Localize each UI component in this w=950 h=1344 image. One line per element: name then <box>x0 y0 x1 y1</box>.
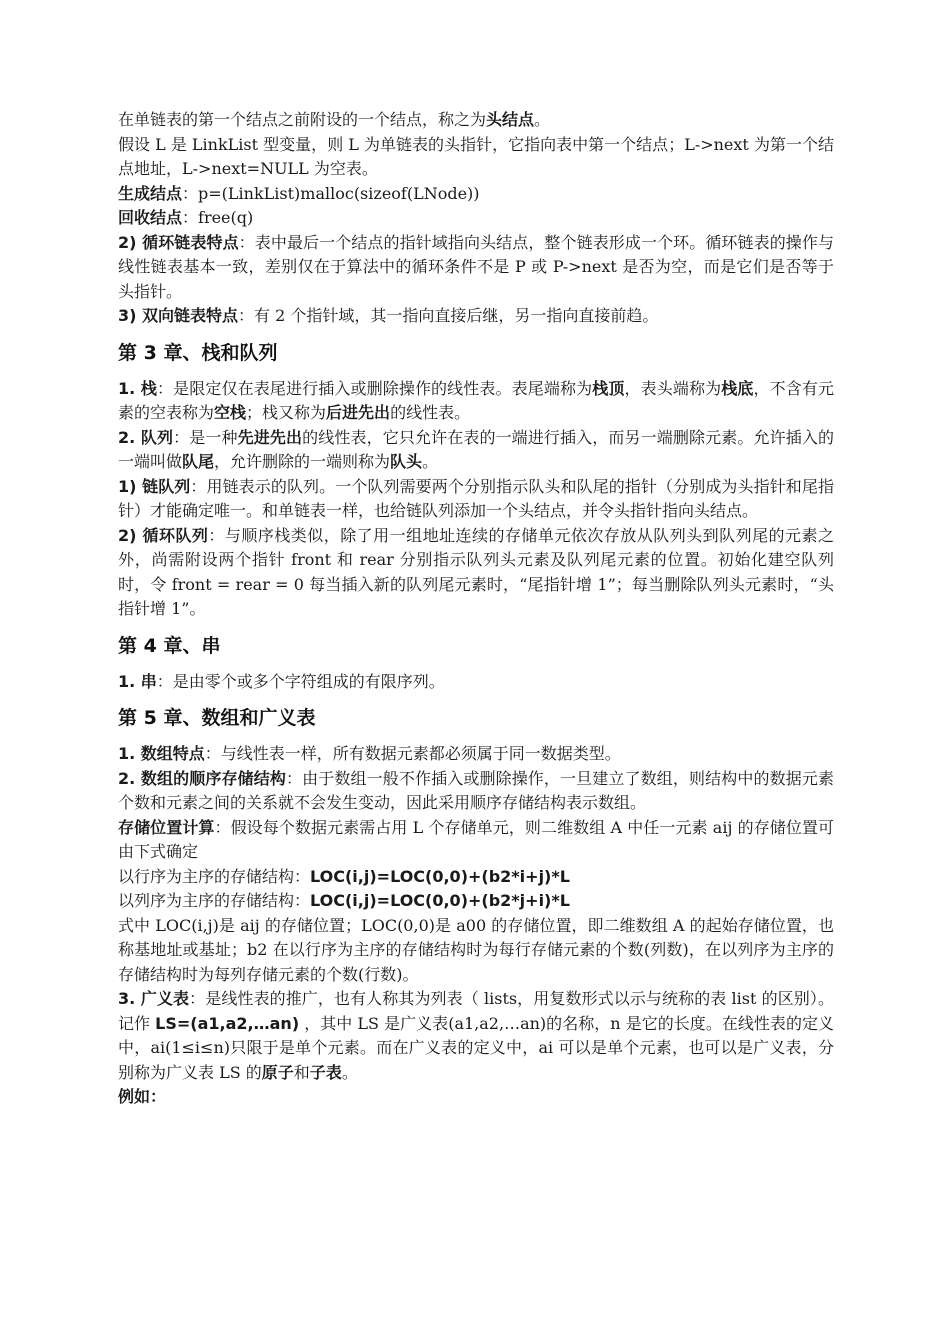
text-run: ：是限定仅在表尾进行插入或删除操作的线性表。表尾端称为 <box>157 378 593 398</box>
paragraph <box>118 987 834 1085</box>
text-run: ：是线性表的推广，也有人称其为列表（ lists，用复数形式以示与统称的表 list 的区别）。记作 <box>118 989 834 1033</box>
paragraph <box>118 816 834 865</box>
chapter-heading <box>118 632 834 660</box>
text-run: 在单链表的第一个结点之前附设的一个结点，称之为 <box>118 110 487 129</box>
paragraph <box>118 914 834 988</box>
text-run: 式中 LOC(i,j)是 aij 的存储位置；LOC(0,0)是 a00 的存储位置，即二维数组 A 的起始存储位置，也称基地址或基址；b2 在以行序为主序的存储结构时为每行存储元素的个数(列数)，在以列序为主序的存储结构时为每列存储元素的个数(行数)。 <box>118 915 834 984</box>
bold-term: 原子 <box>261 1062 294 1082</box>
text-run: 。 <box>422 452 439 471</box>
bold-term: 2) 循环队列 <box>118 525 209 545</box>
text-run: ：假设每个数据元素需占用 L 个存储单元，则二维数组 A 中任一元素 aij 的存储位置可由下式确定 <box>118 817 834 861</box>
bold-term: 1. 栈 <box>118 378 158 398</box>
text-run: ：free(q) <box>182 208 254 227</box>
bold-term: 例如： <box>118 1087 167 1106</box>
paragraph <box>118 767 834 816</box>
text-run: ，其中 LS 是广义表(a1,a2,…an)的名称，n 是它的长度。在线性表的定义中，ai(1≤i≤n)只限于是单个元素。而在广义表的定义中，ai 可以是单个元素，也可以是广义表，分别称为广义表 LS 的 <box>118 1013 834 1082</box>
bold-term: 栈底 <box>721 378 754 398</box>
bold-term: 3. 广义表 <box>118 989 190 1008</box>
bold-term: LOC(i,j)=LOC(0,0)+(b2*i+j)*L <box>310 866 570 886</box>
bold-term: 3) 双向链表特点 <box>118 306 239 325</box>
text-run: 。 <box>341 1062 358 1082</box>
text-run: ：有 2 个指针域，其一指向直接后继，另一指向直接前趋。 <box>238 306 659 325</box>
text-run: 第 3 章、栈和队列 <box>118 341 278 364</box>
bold-term: 子表 <box>309 1062 342 1082</box>
bold-term: 先进先出 <box>237 427 303 447</box>
bold-term: 栈顶 <box>592 378 625 398</box>
bold-term: 生成结点 <box>118 183 183 203</box>
paragraph <box>118 206 834 231</box>
paragraph <box>118 889 834 914</box>
bold-term: 2. 数组的顺序存储结构 <box>118 768 286 788</box>
bold-term: 2) 循环链表特点 <box>118 232 239 252</box>
paragraph <box>118 304 834 329</box>
text-run: ，不含有元素的空表称为 <box>118 378 834 422</box>
text-run: 的线性表。 <box>390 403 471 422</box>
text-run: ；栈又称为 <box>246 403 327 422</box>
chapter-heading <box>118 704 834 732</box>
bold-term: 存储位置计算 <box>118 817 215 837</box>
bold-term: 头结点 <box>486 110 535 129</box>
paragraph <box>118 670 834 695</box>
text-run: ：是一种 <box>173 427 238 447</box>
text-run: 第 4 章、串 <box>118 634 221 657</box>
paragraph <box>118 133 834 182</box>
bold-term: LS=(a1,a2,…an) <box>155 1013 300 1033</box>
document-body <box>118 108 834 1110</box>
text-run: 和 <box>293 1062 310 1082</box>
bold-term: 2. 队列 <box>118 427 174 447</box>
text-run: 以列序为主序的存储结构： <box>118 891 311 910</box>
paragraph <box>118 1085 834 1110</box>
paragraph <box>118 108 834 133</box>
bold-term: 1) 链队列 <box>118 476 191 496</box>
bold-term: 后进先出 <box>326 403 391 422</box>
bold-term: 空栈 <box>214 403 247 422</box>
paragraph <box>118 524 834 622</box>
text-run: ，允许删除的一端则称为 <box>214 452 391 471</box>
chapter-heading <box>118 339 834 367</box>
paragraph <box>118 426 834 475</box>
bold-term: 1. 串 <box>118 671 157 691</box>
bold-term: 队尾 <box>182 452 215 471</box>
text-run: ：表中最后一个结点的指针域指向头结点，整个链表形成一个环。循环链表的操作与线性链表基本一致，差别仅在于算法中的循环条件不是 P 或 P->next 是否为空，而是它们是否等于头指针。 <box>118 232 834 301</box>
text-run: ：是由零个或多个字符组成的有限序列。 <box>156 671 445 691</box>
paragraph <box>118 742 834 767</box>
text-run: ：与顺序栈类似，除了用一组地址连续的存储单元依次存放从队列头到队列尾的元素之外，尚需附设两个指针 front 和 rear 分别指示队列头元素及队列尾元素的位置。初始化建空队列时，令 front = rear = 0 每当插入新的队列尾元素时，“尾指针增 1”；每当删除队列头元素时，“头指针增 1”。 <box>118 525 834 618</box>
text-run: 的线性表，它只允许在表的一端进行插入，而另一端删除元素。允许插入的一端叫做 <box>118 427 834 471</box>
bold-term: LOC(i,j)=LOC(0,0)+(b2*j+i)*L <box>310 891 570 910</box>
paragraph <box>118 182 834 207</box>
paragraph <box>118 231 834 305</box>
text-run: ，表头端称为 <box>624 378 722 398</box>
text-run: ：p=(LinkList)malloc(sizeof(LNode)) <box>182 183 480 203</box>
bold-term: 队头 <box>390 452 423 471</box>
text-run: 第 5 章、数组和广义表 <box>118 707 316 729</box>
paragraph <box>118 377 834 426</box>
paragraph <box>118 475 834 524</box>
text-run: ：用链表示的队列。一个队列需要两个分别指示队头和队尾的指针（分别成为头指针和尾指针）才能确定唯一。和单链表一样，也给链队列添加一个头结点，并令头指针指向头结点。 <box>118 476 834 520</box>
text-run: 假设 L 是 LinkList 型变量，则 L 为单链表的头指针，它指向表中第一个结点；L->next 为第一个结点地址，L->next=NULL 为空表。 <box>118 134 834 178</box>
text-run: 以行序为主序的存储结构： <box>118 866 311 886</box>
paragraph <box>118 865 834 890</box>
text-run: ：与线性表一样，所有数据元素都必须属于同一数据类型。 <box>204 744 621 763</box>
bold-term: 1. 数组特点 <box>118 744 205 763</box>
bold-term: 回收结点 <box>118 208 183 227</box>
text-run: 。 <box>534 110 551 129</box>
text-run: ：由于数组一般不作插入或删除操作，一旦建立了数组，则结构中的数据元素个数和元素之间的关系就不会发生变动，因此采用顺序存储结构表示数组。 <box>118 768 834 812</box>
